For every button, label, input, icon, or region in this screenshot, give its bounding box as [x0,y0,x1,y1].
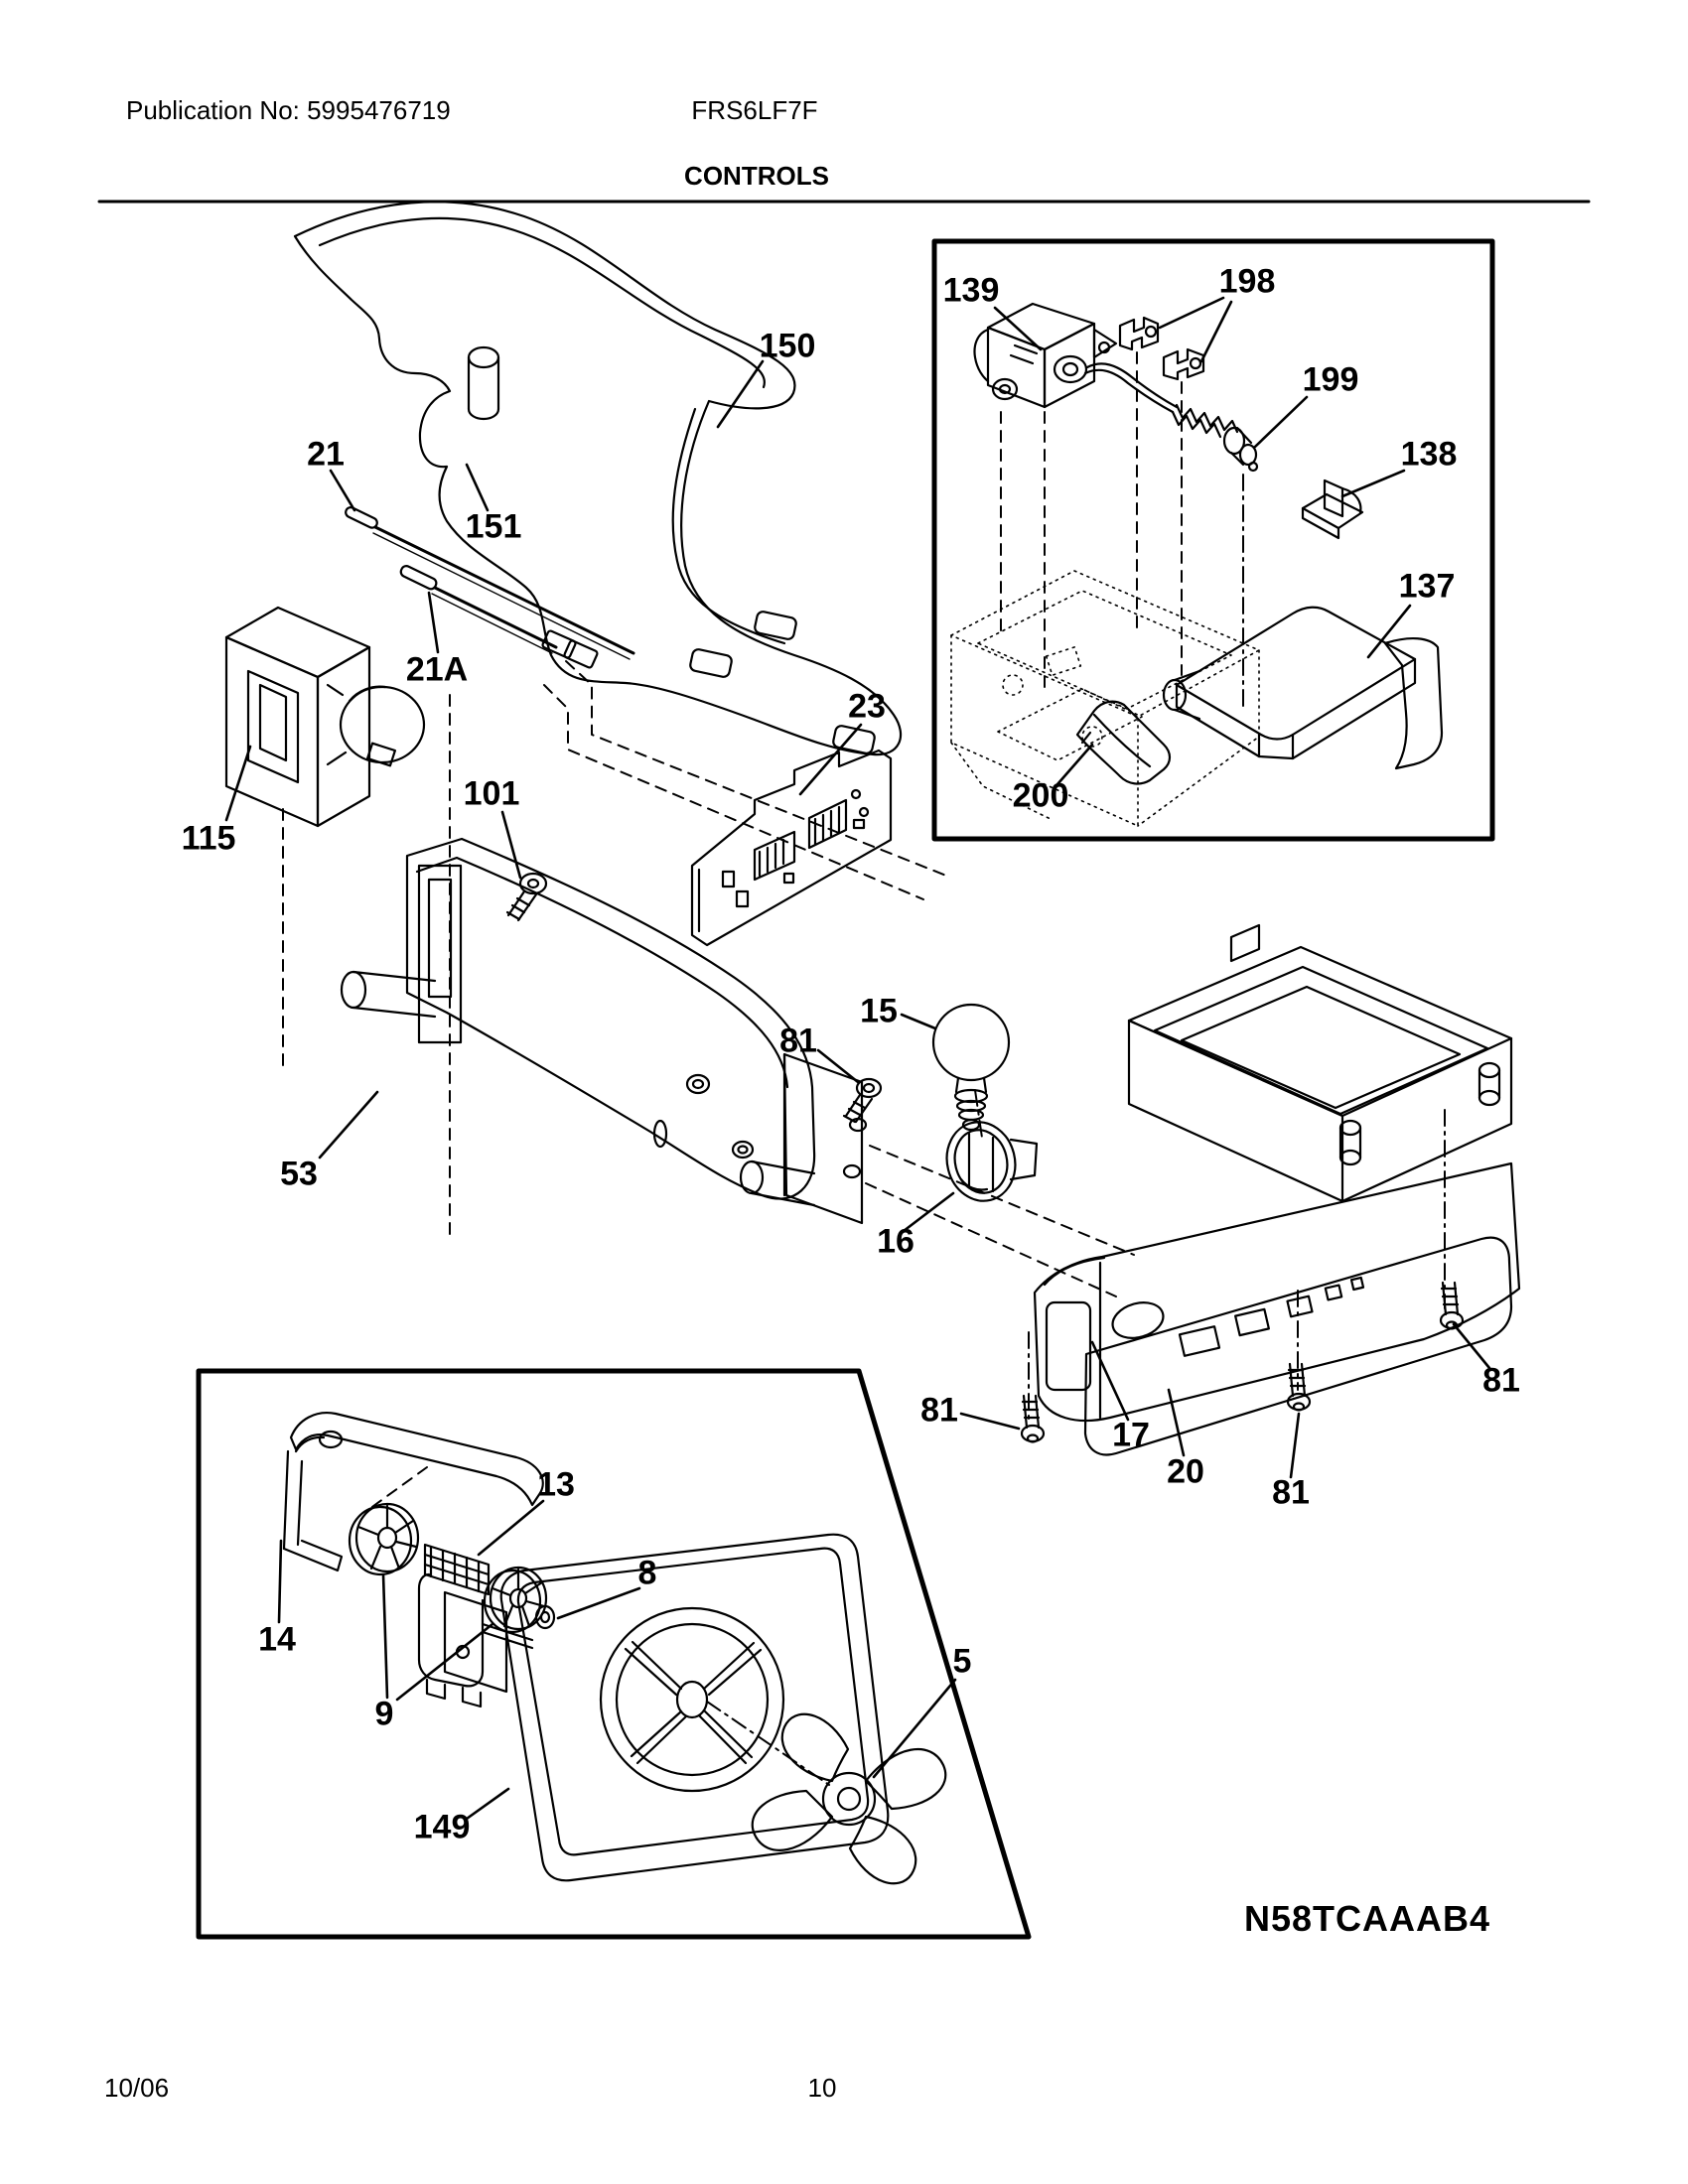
part-callout-81-lamp: 81 [779,1022,817,1060]
screw-101-drawing [507,874,546,920]
part-callout-115: 115 [181,819,236,858]
part-callout-137: 137 [1398,567,1456,606]
diagram-id-code: N58TCAAAB4 [1243,1898,1491,1939]
part-callout-198: 198 [1218,262,1276,301]
thermostat-drawing [226,608,424,826]
part-callout-21A: 21A [405,650,469,689]
wire-harness-drawing [1085,363,1257,471]
part-callout-14: 14 [258,1620,296,1659]
part-callout-16: 16 [877,1222,914,1261]
part-callout-200: 200 [1012,776,1069,815]
screw-81-left-drawing [1022,1396,1044,1442]
control-board-drawing [692,751,891,945]
part-callout-9: 9 [374,1695,394,1733]
part-callout-139: 139 [942,271,1000,310]
part-callout-15: 15 [860,992,898,1030]
part-callout-149: 149 [413,1808,471,1846]
part-callout-81-right: 81 [1482,1361,1520,1400]
clip-bracket-drawing [1303,480,1362,538]
blower-wheel-left-drawing [350,1504,418,1574]
footer-date: 10/06 [104,2073,170,2103]
part-callout-53: 53 [280,1155,318,1193]
part-callout-20: 20 [1167,1452,1204,1491]
switch-inset-box [934,241,1492,839]
part-callout-101: 101 [463,774,520,813]
fan-shroud-drawing [501,1535,889,1881]
part-callout-13: 13 [537,1465,575,1504]
part-callout-150: 150 [759,327,816,365]
light-bulb-drawing [933,1005,1009,1130]
part-callout-151: 151 [465,507,522,546]
air-duct-drawing [295,202,901,754]
model-number: FRS6LF7F [691,95,818,125]
part-callout-138: 138 [1400,435,1458,474]
ghost-housing-drawing [951,571,1259,826]
part-callout-81-left: 81 [920,1391,958,1430]
callout-leader-lines [226,298,1489,1819]
publication-number: Publication No: 5995476719 [126,95,451,125]
part-callout-8: 8 [637,1554,657,1592]
part-callout-21: 21 [307,435,345,474]
part-callout-17: 17 [1112,1416,1150,1454]
footer-page-number: 10 [807,2073,837,2103]
fan-blade-drawing [753,1714,946,1884]
part-callout-81-center: 81 [1272,1473,1310,1512]
page-title: CONTROLS [684,161,829,191]
part-callout-199: 199 [1302,360,1359,399]
part-callout-23: 23 [848,687,886,726]
switch-drawing [975,304,1116,407]
part-callout-5: 5 [952,1642,972,1681]
defrost-cover-drawing [1164,608,1442,768]
